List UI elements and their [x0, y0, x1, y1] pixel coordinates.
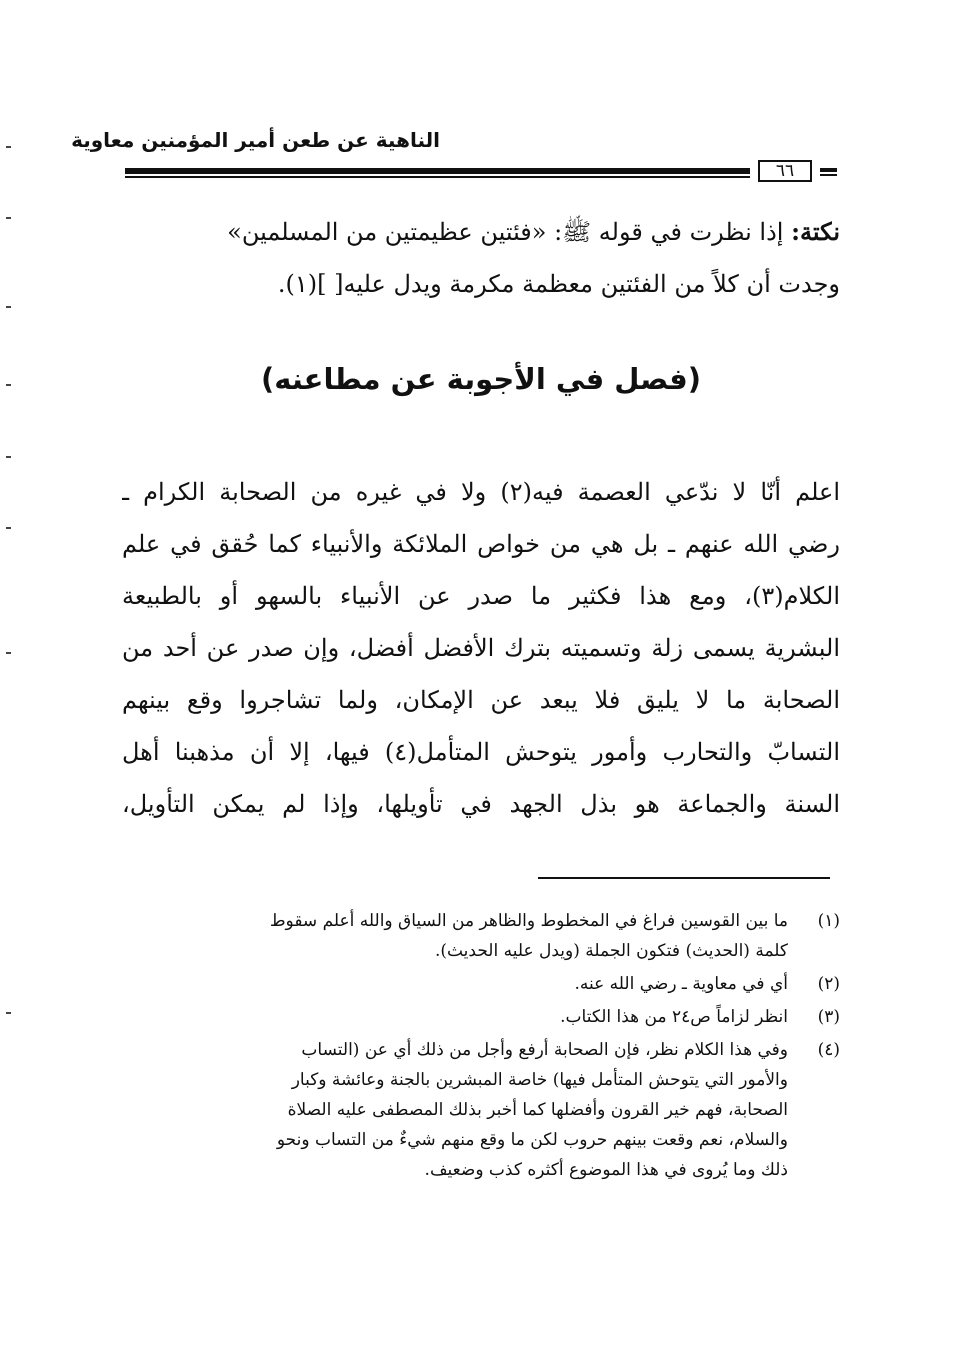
footnote-number: (٤) [817, 1040, 840, 1060]
footnote-separator [538, 877, 830, 879]
scan-edge-mark [6, 1012, 11, 1014]
footnote-item [120, 1002, 840, 1032]
footnote-number: (٢) [817, 974, 840, 994]
page-number: ٦٦ [758, 160, 812, 182]
body-line: التسابّ والتحارب وأمور يتوحش المتأمل(٤) فيها، إلا أن مذهبنا أهل [122, 738, 840, 766]
scan-edge-mark [6, 146, 11, 148]
scan-edge-mark [6, 456, 11, 458]
footnote-number: (١) [817, 911, 840, 931]
body-line: السنة والجماعة هو بذل الجهد في تأويلها، وإذا لم يمكن التأويل، [122, 790, 840, 818]
body-paragraph [122, 466, 840, 830]
footnote-item [120, 969, 840, 999]
header-rule-stub [820, 168, 837, 176]
body-line: اعلم أنّا لا ندّعي العصمة فيه(٢) ولا في غيره من الصحابة الكرام ـ [122, 478, 840, 506]
note-paragraph [120, 206, 840, 310]
footnote-line: الصحابة، فهم خير القرون وأفضلها كما أخبر بذلك المصطفى عليه الصلاة [287, 1100, 788, 1120]
body-line: الكلام(٣)، ومع هذا فكثير ما صدر عن الأنبياء بالسهو أو بالطبيعة [122, 582, 840, 610]
section-title: (فصل في الأجوبة عن مطاعنه) [261, 362, 701, 396]
note-label: نكتة: [791, 217, 840, 246]
scan-edge-mark [6, 217, 11, 219]
footnote-line: وفي هذا الكلام نظر، فإن الصحابة أرفع وأجل من ذلك أي عن (التساب [301, 1040, 788, 1060]
footnote-line: والأمور التي يتوحش المتأمل فيها) خاصة المبشرين بالجنة وعائشة وكبار [291, 1070, 788, 1090]
footnote-line: انظر لزاماً ص٢٤ من هذا الكتاب. [560, 1007, 788, 1027]
scan-edge-mark [6, 306, 11, 308]
header-rule-thick-line [125, 168, 750, 174]
footnote-line: والسلام، نعم وقعت بينهم حروب لكن ما وقع منهم شيءٌ من التساب ونحو [276, 1130, 788, 1150]
note-line-2: وجدت أن كلاً من الفئتين معظمة مكرمة ويدل عليه[ ](١). [277, 270, 840, 298]
footnote-item [120, 1035, 840, 1185]
note-text-1: إذا نظرت في قوله ﷺ: «فئتين عظيمتين من المسلمين» [227, 218, 784, 246]
footnote-number: (٣) [817, 1007, 840, 1027]
body-line: رضي الله عنهم ـ بل هي من خواص الملائكة والأنبياء كما حُقق في علم [122, 530, 840, 558]
footnote-item [120, 906, 840, 966]
footnote-line: ما بين القوسين فراغ في المخطوط والظاهر من السياق والله أعلم سقوط [269, 911, 788, 931]
footnotes [120, 906, 840, 1188]
note-line-1 [120, 206, 840, 258]
header-rule [125, 160, 837, 184]
body-line: الصحابة ما لا يليق فلا يبعد عن الإمكان، ولما تشاجروا وقع بينهم [122, 686, 840, 714]
scan-edge-mark [6, 527, 11, 529]
scan-edge-mark [6, 652, 11, 654]
footnote-line: كلمة (الحديث) فتكون الجملة (ويدل عليه الحديث). [434, 941, 788, 961]
running-header-title: الناهية عن طعن أمير المؤمنين معاوية [71, 128, 440, 152]
body-line: البشرية يسمى زلة وتسميته بترك الأفضل أفضل، وإن صدر عن أحد من [122, 634, 840, 662]
header-rule-thin-line [125, 176, 750, 178]
footnote-line: أي في معاوية ـ رضي الله عنه. [574, 974, 788, 994]
footnote-line: ذلك وما يُروى في هذا الموضوع أكثره كذب وضعيف. [424, 1160, 788, 1180]
